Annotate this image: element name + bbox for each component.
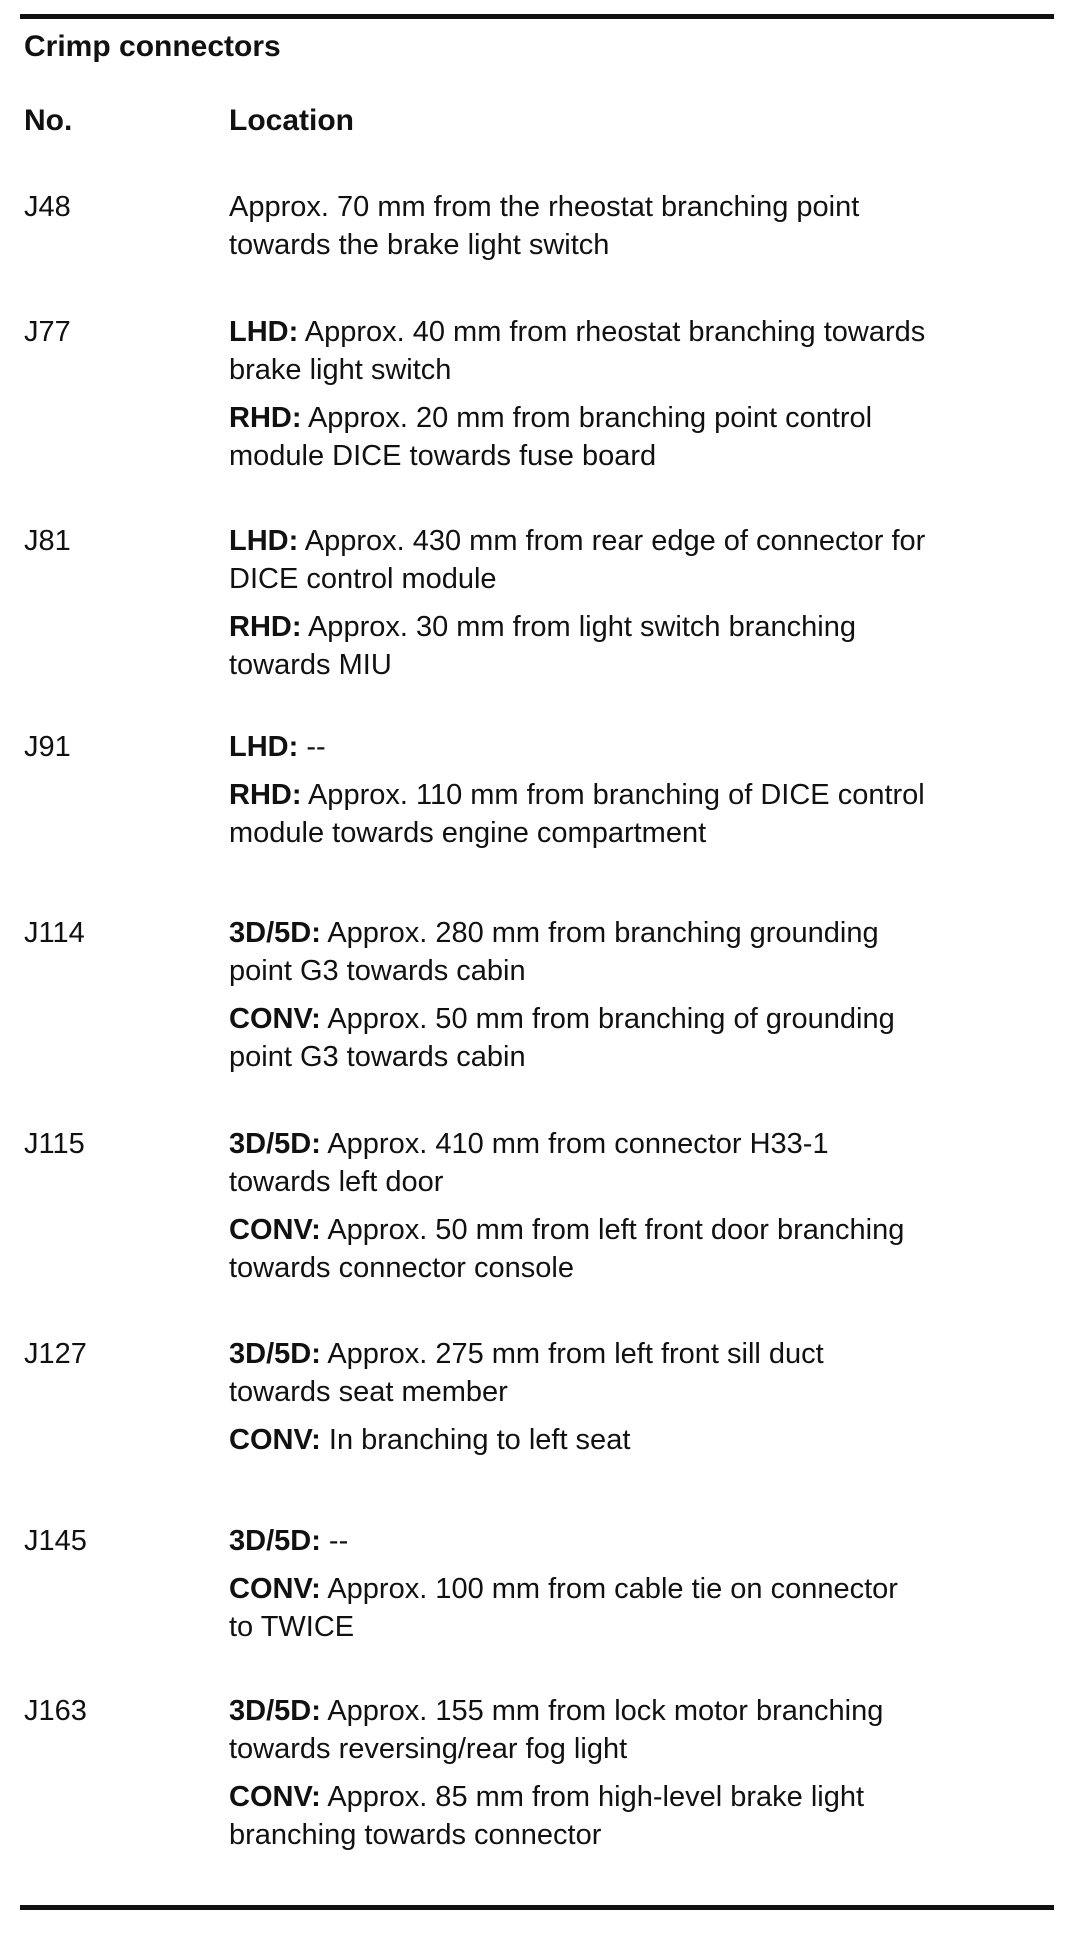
location-entry [229, 188, 929, 264]
top-rule [20, 14, 1054, 19]
variant-tag: 3D/5D: [229, 1525, 321, 1557]
location-entry [229, 728, 929, 766]
variant-tag: 3D/5D: [229, 1695, 321, 1727]
location-entry [229, 1335, 929, 1411]
location-text: Approx. 410 mm from connector H33-1 towards left door [229, 1128, 829, 1198]
connector-number: J77 [24, 316, 71, 348]
location-text: -- [306, 731, 326, 763]
connector-location [229, 522, 929, 684]
location-text: Approx. 430 mm from rear edge of connector for DICE control module [229, 525, 926, 595]
location-entry [229, 1421, 929, 1459]
variant-tag: RHD: [229, 611, 302, 643]
location-text: Approx. 30 mm from light switch branching towards MIU [229, 611, 856, 681]
connector-number: J115 [24, 1128, 85, 1160]
variant-tag: LHD: [229, 525, 299, 557]
location-text: -- [328, 1525, 349, 1557]
connector-location [229, 1335, 929, 1459]
location-text: Approx. 85 mm from high-level brake light branching towards connector [229, 1781, 865, 1851]
location-entry [229, 1125, 929, 1201]
variant-tag: RHD: [229, 779, 302, 811]
connector-number: J91 [24, 731, 71, 763]
connector-location [229, 313, 929, 475]
location-text: Approx. 110 mm from branching of DICE control module towards engine compartment [229, 779, 925, 849]
variant-tag: LHD: [229, 731, 299, 763]
location-entry [229, 1000, 929, 1076]
location-entry [229, 313, 929, 389]
location-entry [229, 608, 929, 684]
location-text: Approx. 70 mm from the rheostat branching point towards the brake light switch [229, 191, 860, 261]
variant-tag: CONV: [229, 1424, 321, 1456]
variant-tag: RHD: [229, 402, 302, 434]
connector-number: J127 [24, 1338, 87, 1370]
variant-tag: CONV: [229, 1781, 321, 1813]
location-entry [229, 522, 929, 598]
location-text: Approx. 155 mm from lock motor branching towards reversing/rear fog light [229, 1695, 884, 1765]
connector-number: J48 [24, 191, 71, 223]
location-text: Approx. 50 mm from left front door branching towards connector console [229, 1214, 905, 1284]
column-header-location: Location [229, 104, 354, 137]
location-entry [229, 1778, 929, 1854]
variant-tag: CONV: [229, 1003, 321, 1035]
location-entry [229, 1211, 929, 1287]
connector-location [229, 728, 929, 852]
variant-tag: 3D/5D: [229, 1338, 321, 1370]
location-text: Approx. 40 mm from rheostat branching towards brake light switch [229, 316, 926, 386]
location-text: Approx. 275 mm from left front sill duct towards seat member [229, 1338, 824, 1408]
connector-location [229, 188, 929, 264]
connector-number: J145 [24, 1525, 87, 1557]
location-entry [229, 914, 929, 990]
location-text: Approx. 20 mm from branching point control module DICE towards fuse board [229, 402, 873, 472]
variant-tag: CONV: [229, 1573, 321, 1605]
location-entry [229, 776, 929, 852]
location-text: Approx. 280 mm from branching grounding point G3 towards cabin [229, 917, 879, 987]
location-text: In branching to left seat [328, 1424, 631, 1456]
connector-number: J81 [24, 525, 71, 557]
connector-location [229, 914, 929, 1076]
location-entry [229, 399, 929, 475]
connector-location [229, 1125, 929, 1287]
bottom-rule [20, 1905, 1054, 1910]
location-entry [229, 1570, 929, 1646]
location-text: Approx. 100 mm from cable tie on connector to TWICE [229, 1573, 898, 1643]
section-title: Crimp connectors [24, 30, 281, 63]
connector-number: J114 [24, 917, 85, 949]
connector-location [229, 1522, 929, 1646]
connector-location [229, 1692, 929, 1854]
column-header-no: No. [24, 104, 73, 137]
location-text: Approx. 50 mm from branching of grounding point G3 towards cabin [229, 1003, 895, 1073]
variant-tag: LHD: [229, 316, 299, 348]
connector-number: J163 [24, 1695, 87, 1727]
variant-tag: 3D/5D: [229, 917, 321, 949]
location-entry [229, 1692, 929, 1768]
variant-tag: 3D/5D: [229, 1128, 321, 1160]
location-entry [229, 1522, 929, 1560]
variant-tag: CONV: [229, 1214, 321, 1246]
